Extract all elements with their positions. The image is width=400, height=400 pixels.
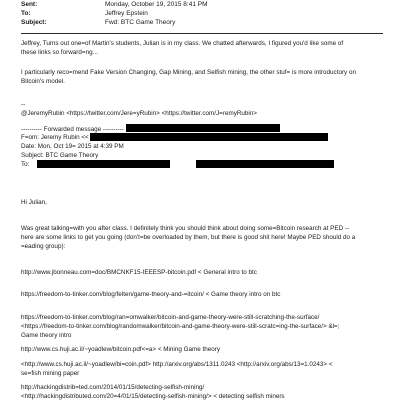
redaction-block: [196, 160, 334, 168]
redaction-block: [37, 160, 170, 168]
to-row: [21, 9, 391, 18]
intro-paragraph: Jeffrey, Turns out one=of Martin's students, Julian is in my class. We chatted afterwards, I figured you'd like some of these links so forward=ng...: [21, 40, 344, 56]
link-selfish-mining-paper: <http://www.cs.huji.ac.il/~yoadlew/bi=coin.pdf> http://arxiv.org/abs/1311.0243 <http://arxiv.org/abs/13=1.0243> < se=fish mining paper: [21, 361, 333, 377]
signature-dash: --: [21, 101, 26, 108]
sent-value: Monday, October 19, 2015 8:41 PM: [105, 0, 208, 8]
subject-value: Fwd: BTC Game Theory: [105, 18, 176, 26]
redaction-block: [126, 124, 280, 132]
forwarded-from: F=om: Jeremy Rubin <<: [21, 134, 89, 141]
forwarded-date: Date: Mon, Oct 19= 2015 at 4:39 PM: [21, 143, 124, 150]
research-paragraph: Was great talking=with you after class. I definitely think you should think about doing some=Bitcoin research at PED -- here are some links to get you going (don't=be overloaded by them, but there is good shit here! Maybe PED should do a =eading group):: [21, 225, 356, 250]
link-game-theory-felten: https://freedom-to-tinker.com/blog/felten/game-theory-and-=itcoin/ < Game theory intro on btc: [21, 291, 281, 298]
recommend-paragraph: I particularly reco=mend Fake Version Changing, Gap Mining, and Selfish mining, the other stuf= is more introductory on Bitcoin's model.: [21, 69, 356, 85]
link-mining-game-theory: http://www.cs.huji.ac.il/~yoadlew/bitcoin.pdf<=a> < Mining Game theory: [21, 346, 220, 353]
email-header: [21, 0, 391, 27]
forwarded-subject: Subject: BTC Game Theory: [21, 152, 99, 159]
redaction-block: [90, 133, 328, 141]
to-label: To:: [21, 9, 31, 17]
subject-row: [21, 18, 391, 27]
signature-links: @JeremyRubin <https://twitter.com/Jere=yRubin> <https://twitter.com/J=remyRubin>: [21, 110, 257, 117]
link-game-theory-randomwalker: https://freedom-to-tinker.com/blog/ran=omwalker/bitcoin-and-game-theory-were-still-scratching-the-surface/ <https://freedom-to-tinker.com/blog/randomwalker/bitcoin-and-game-theory-were-still-scratc=ing-the-surface/> &l=; Game theory intro: [21, 314, 340, 339]
forwarded-marker: ---------- Forwarded message ----------: [21, 126, 124, 133]
link-general-intro: http://www.jbonneau.com=doc/BMCNKF15-IEEESP-bitcoin.pdf < General intro to btc: [21, 269, 257, 276]
forwarded-to: To:: [21, 161, 30, 168]
subject-label: Subject:: [21, 18, 47, 26]
sent-label: Sent:: [21, 0, 38, 8]
to-value: Jeffrey Epstein: [105, 9, 148, 17]
link-detecting-selfish-mining: http://hackingdistrib=ted.com/2014/01/15/detecting-selfish-mining/ <http://hackingdistributed.com/20=4/01/15/detecting-selfish-mining/> < detecting selfish miners: [21, 384, 285, 400]
header-divider: [21, 33, 383, 34]
greeting: Hi Julian,: [21, 199, 47, 206]
sent-row: [21, 0, 391, 9]
